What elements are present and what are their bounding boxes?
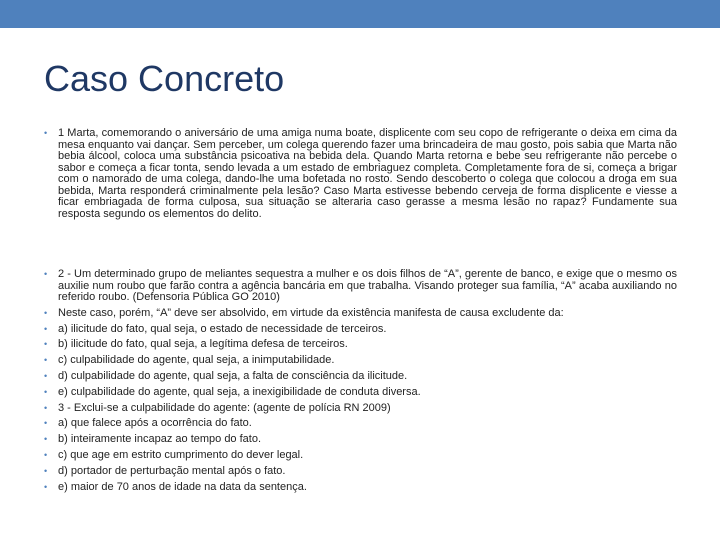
bullet-icon: •	[44, 355, 48, 366]
list-item	[44, 269, 677, 304]
case-one-block	[44, 128, 677, 220]
bullet-icon: •	[44, 465, 48, 476]
list-item	[44, 324, 677, 336]
list-item	[44, 482, 677, 494]
bullet-icon: •	[44, 128, 48, 138]
list-item-text: e) culpabilidade do agente, qual seja, a inexigibilidade de conduta diversa.	[58, 385, 421, 398]
list-item-text: a) ilicitude do fato, qual seja, o estado de necessidade de terceiros.	[58, 322, 387, 335]
list-item	[44, 466, 677, 478]
list-item-text: c) que age em estrito cumprimento do dever legal.	[58, 448, 304, 461]
list-item	[44, 355, 677, 367]
bullet-icon: •	[44, 434, 48, 445]
list-item-text: d) culpabilidade do agente, qual seja, a falta de consciência da ilicitude.	[58, 369, 408, 382]
bullet-icon: •	[44, 269, 48, 279]
bullet-icon: •	[44, 370, 48, 381]
list-item	[44, 339, 677, 351]
list-item-text: Neste caso, porém, “A” deve ser absolvido, em virtude da existência manifesta de causa excludente da:	[58, 306, 564, 319]
bullet-icon: •	[44, 339, 48, 350]
bullet-icon: •	[44, 323, 48, 334]
list-item	[44, 387, 677, 399]
list-item-text: b) inteiramente incapaz ao tempo do fato.	[58, 433, 262, 446]
bullet-icon: •	[44, 481, 48, 492]
list-item-text: a) que falece após a ocorrência do fato.	[58, 417, 252, 430]
bullet-icon: •	[44, 449, 48, 460]
list-item-text: c) culpabilidade do agente, qual seja, a inimputabilidade.	[58, 354, 335, 367]
list-item-case-1	[44, 128, 677, 220]
list-item	[44, 418, 677, 430]
list-item	[44, 450, 677, 462]
list-item-text: e) maior de 70 anos de idade na data da sentença.	[58, 480, 307, 493]
case-1-text: 1 Marta, comemorando o aniversário de uma amiga numa boate, displicente com seu copo de refrigerante o deixa em cima da mesa enquanto vai dançar. Sem perceber, um colega querendo fazer uma brincadeira de mau gosto, pois sabia que Marta não bebia álcool, coloca uma substância psicoativa na bebida dela. Quando Marta retorna e bebe seu refrigerante não percebe o sabor e começa a ficar tonta, sendo levada a um estado de embriaguez completa. Completamente fora de si, começa a brigar com o namorado de uma colega, dando-lhe uma bofetada no rosto. Sendo descoberto o colega que colocou a droga em sua bebida, Marta responderá criminalmente pela lesão? Caso Marta estivesse bebendo cerveja de forma displicente e viesse a ficar embriagada de forma culposa, sua situação se alteraria caso gerasse a mesma lesão no rapaz? Fundamente sua resposta segundo os elementos do delito.	[58, 127, 677, 220]
slide-title: Caso Concreto	[44, 58, 285, 99]
list-item	[44, 371, 677, 383]
bullet-icon: •	[44, 307, 48, 318]
bullet-icon: •	[44, 386, 48, 397]
list-item	[44, 308, 677, 320]
list-item	[44, 403, 677, 415]
list-item-text: 2 - Um determinado grupo de meliantes sequestra a mulher e os dois filhos de “A”, gerente de banco, e exige que o mesmo os auxilie num roubo que farão contra a agência bancária em que trabalha. Visando proteger sua família, “A” acaba auxiliando no referido roubo. (Defensoria Pública GO 2010)	[58, 268, 677, 303]
questions-list	[44, 269, 677, 497]
bullet-icon: •	[44, 418, 48, 429]
list-item-text: b) ilicitude do fato, qual seja, a legítima defesa de terceiros.	[58, 338, 348, 351]
top-accent-bar	[0, 0, 720, 28]
list-item-text: d) portador de perturbação mental após o fato.	[58, 464, 286, 477]
list-item	[44, 434, 677, 446]
list-item-text: 3 - Exclui-se a culpabilidade do agente: (agente de polícia RN 2009)	[58, 401, 391, 414]
bullet-icon: •	[44, 402, 48, 413]
